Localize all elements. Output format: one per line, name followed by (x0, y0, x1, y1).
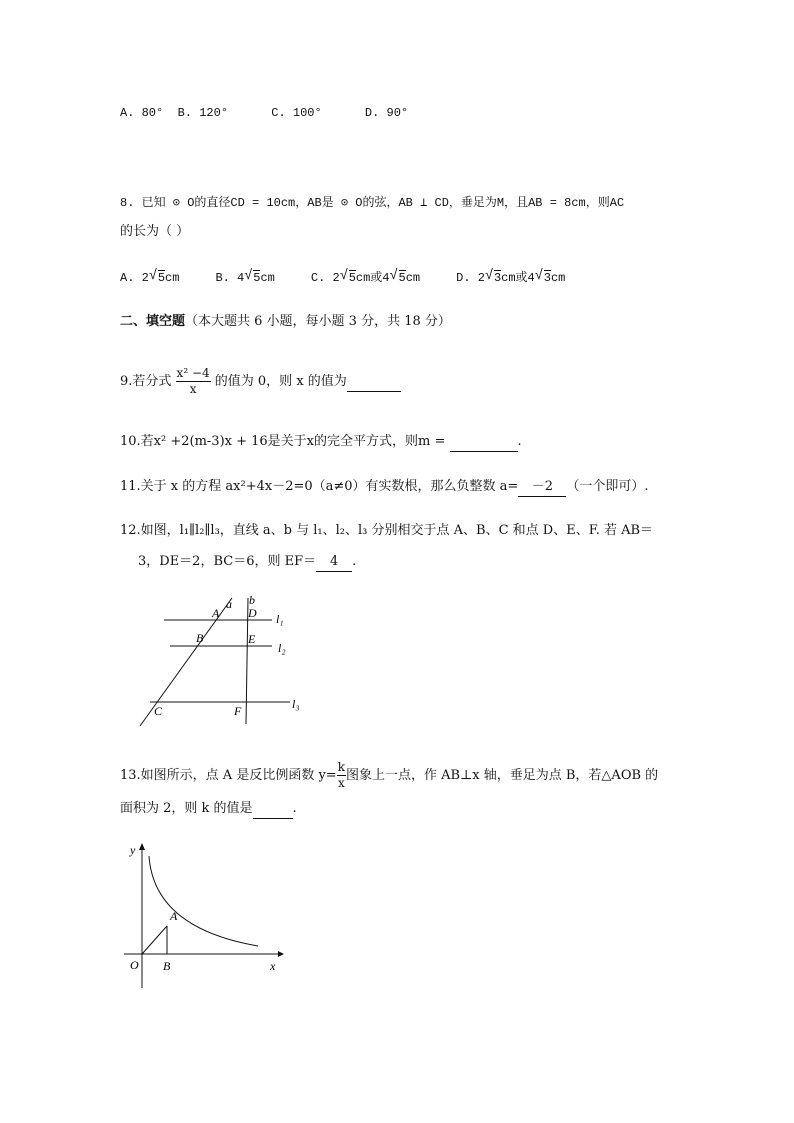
label-A: A (212, 606, 220, 620)
q7-option-c: C. 100° (271, 106, 322, 120)
q8-option-a: A. 2√ 5cm (120, 271, 179, 285)
label-y: y (130, 843, 136, 857)
q12-line2: 3，DE＝2，BC＝6，则 EF＝ 4 . (138, 553, 356, 572)
label-E: E (248, 632, 256, 646)
q8-options (120, 269, 565, 287)
label-a: a (226, 597, 232, 611)
label-C: C (154, 704, 163, 718)
q13-line1: 13.如图所示，点 A 是反比例函数 y= $\frac{k}{x}$ 图象上一点，作 AB⊥x 轴，垂足为点 B，若△AOB 的 (120, 760, 659, 790)
q13-fraction: $\frac{k}{x}$ (337, 760, 345, 790)
q7-option-b: B. 120° (177, 106, 229, 120)
q8-option-c: C. 2√ 5cm或4√ 5cm (311, 271, 420, 285)
hyperbola-curve (149, 856, 258, 946)
q7-option-d: D. 90° (364, 106, 409, 120)
label-b: b (249, 593, 255, 607)
label-O: O (130, 958, 139, 972)
label-D: D (248, 606, 257, 620)
q9-fraction: $\frac{\text{x² −4}}{x}$ (176, 366, 210, 396)
q8-option-b: B. 4√ 5cm (215, 271, 274, 285)
section-heading (120, 313, 451, 331)
q8-stem-line1: 8. 已知 ⊙ O的直径CD = 10cm，AB是 ⊙ O的弦，AB ⊥ CD，垂足为M，且AB = 8cm，则AC (120, 196, 625, 210)
q12-answer: 4 (316, 553, 352, 572)
q8-option-d: D. 2√ 3cm或4√ 3cm (456, 271, 565, 285)
label-x: x (270, 959, 276, 973)
label-l2: l₂ (278, 641, 286, 655)
y-axis-arrow (139, 843, 145, 850)
section-title: 二、填空题 (120, 314, 186, 329)
segment-OA (142, 926, 167, 954)
q11: 11.关于 x 的方程 ax²+4x－2=0（a≠0）有实数根，那么负整数 a= －2 （一个即可）. (120, 478, 648, 497)
x-axis-arrow (278, 951, 284, 957)
label-B: B (196, 631, 204, 645)
figure-parallel-lines (132, 590, 312, 730)
q10: 10.若x² +2(m-3)x + 16是关于x的完全平方式，则m = . (120, 433, 522, 452)
label-B: B (163, 959, 171, 973)
q12-line1: 12.如图，l₁∥l₂∥l₃，直线 a、b 与 l₁、l₂、l₃ 分别相交于点 A、B、C 和点 D、E、F. 若 AB＝ (120, 523, 654, 538)
label-l3: l₃ (292, 697, 300, 711)
label-l1: l₁ (276, 612, 284, 626)
q13-line2: 面积为 2，则 k 的值是 . (120, 800, 297, 819)
section-note: （本大题共 6 小题，每小题 3 分，共 18 分） (185, 314, 451, 329)
q7-option-a: A. 80° (120, 106, 164, 120)
q7-options (120, 104, 408, 122)
q9: 9.若分式 $\frac{\text{x² −4}}{x}$ 的值为 0，则 x 的值为 (120, 366, 401, 397)
figure-inverse-function (118, 838, 288, 990)
q10-answer-blank (450, 433, 518, 452)
label-F: F (234, 704, 242, 718)
q13-answer-blank (253, 800, 293, 819)
q11-answer: －2 (518, 478, 566, 497)
q9-answer-blank (347, 373, 401, 392)
q8-stem-line2: 的长为（ ） (120, 224, 190, 239)
label-A: A (170, 909, 178, 923)
